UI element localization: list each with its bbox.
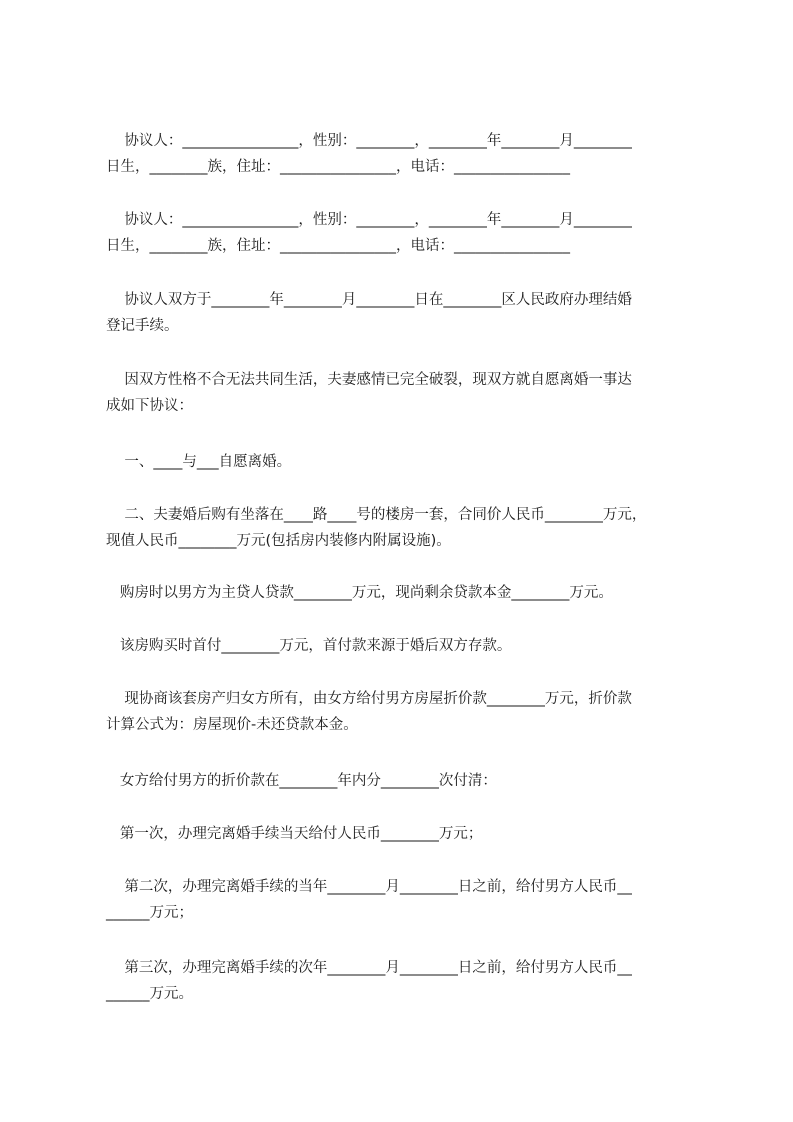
text-line: 协议人双方于________年________月________日在________区人民政府办理结婚 bbox=[106, 292, 632, 308]
text-line: 计算公式为：房屋现价-未还贷款本金。 bbox=[106, 717, 358, 733]
text-line: 二、夫妻婚后购有坐落在____路____号的楼房一套，合同价人民币________万元， bbox=[106, 507, 647, 523]
text-line: 该房购买时首付________万元，首付款来源于婚后双方存款。 bbox=[106, 638, 512, 654]
text-line: 女方给付男方的折价款在________年内分________次付清： bbox=[106, 773, 497, 789]
paragraph-ownership bbox=[106, 686, 706, 738]
paragraph-payment-plan bbox=[106, 768, 706, 794]
paragraph-party-one bbox=[106, 128, 706, 180]
paragraph-payment-second bbox=[106, 874, 706, 926]
text-line: 现值人民币________万元(包括房内装修内附属设施)。 bbox=[106, 533, 451, 549]
text-line: 第一次，办理完离婚手续当天给付人民币________万元； bbox=[106, 826, 483, 842]
paragraph-reason bbox=[106, 367, 706, 419]
text-line: 因双方性格不合无法共同生活，夫妻感情已完全破裂，现双方就自愿离婚一事达 bbox=[106, 372, 632, 388]
text-line: 登记手续。 bbox=[106, 318, 179, 334]
text-line: 协议人：________________，性别：________，________年________月________ bbox=[106, 133, 632, 149]
paragraph-loan bbox=[106, 580, 706, 606]
text-line: 日生，________族，住址：________________，电话：________________ bbox=[106, 159, 570, 175]
paragraph-party-two bbox=[106, 207, 706, 259]
text-line: ______万元。 bbox=[106, 986, 193, 1002]
paragraph-down-payment bbox=[106, 633, 706, 659]
text-line: 一、____与___自愿离婚。 bbox=[106, 454, 292, 470]
text-line: 成如下协议： bbox=[106, 398, 193, 414]
text-line: 第三次，办理完离婚手续的次年________月________日之前，给付男方人民币__ bbox=[106, 960, 632, 976]
paragraph-clause-one bbox=[106, 449, 706, 475]
text-line: 第二次，办理完离婚手续的当年________月________日之前，给付男方人民币__ bbox=[106, 879, 632, 895]
paragraph-clause-two bbox=[106, 502, 706, 554]
text-line: 日生，________族，住址：________________，电话：________________ bbox=[106, 238, 570, 254]
text-line: 现协商该套房产归女方所有，由女方给付男方房屋折价款________万元，折价款 bbox=[106, 691, 632, 707]
paragraph-marriage-registration bbox=[106, 287, 706, 339]
text-line: 购房时以男方为主贷人贷款________万元，现尚剩余贷款本金________万元。 bbox=[106, 585, 613, 601]
paragraph-payment-first bbox=[106, 821, 706, 847]
text-line: ______万元； bbox=[106, 905, 193, 921]
paragraph-payment-third bbox=[106, 955, 706, 1007]
text-line: 协议人：________________，性别：________，________年________月________ bbox=[106, 212, 632, 228]
